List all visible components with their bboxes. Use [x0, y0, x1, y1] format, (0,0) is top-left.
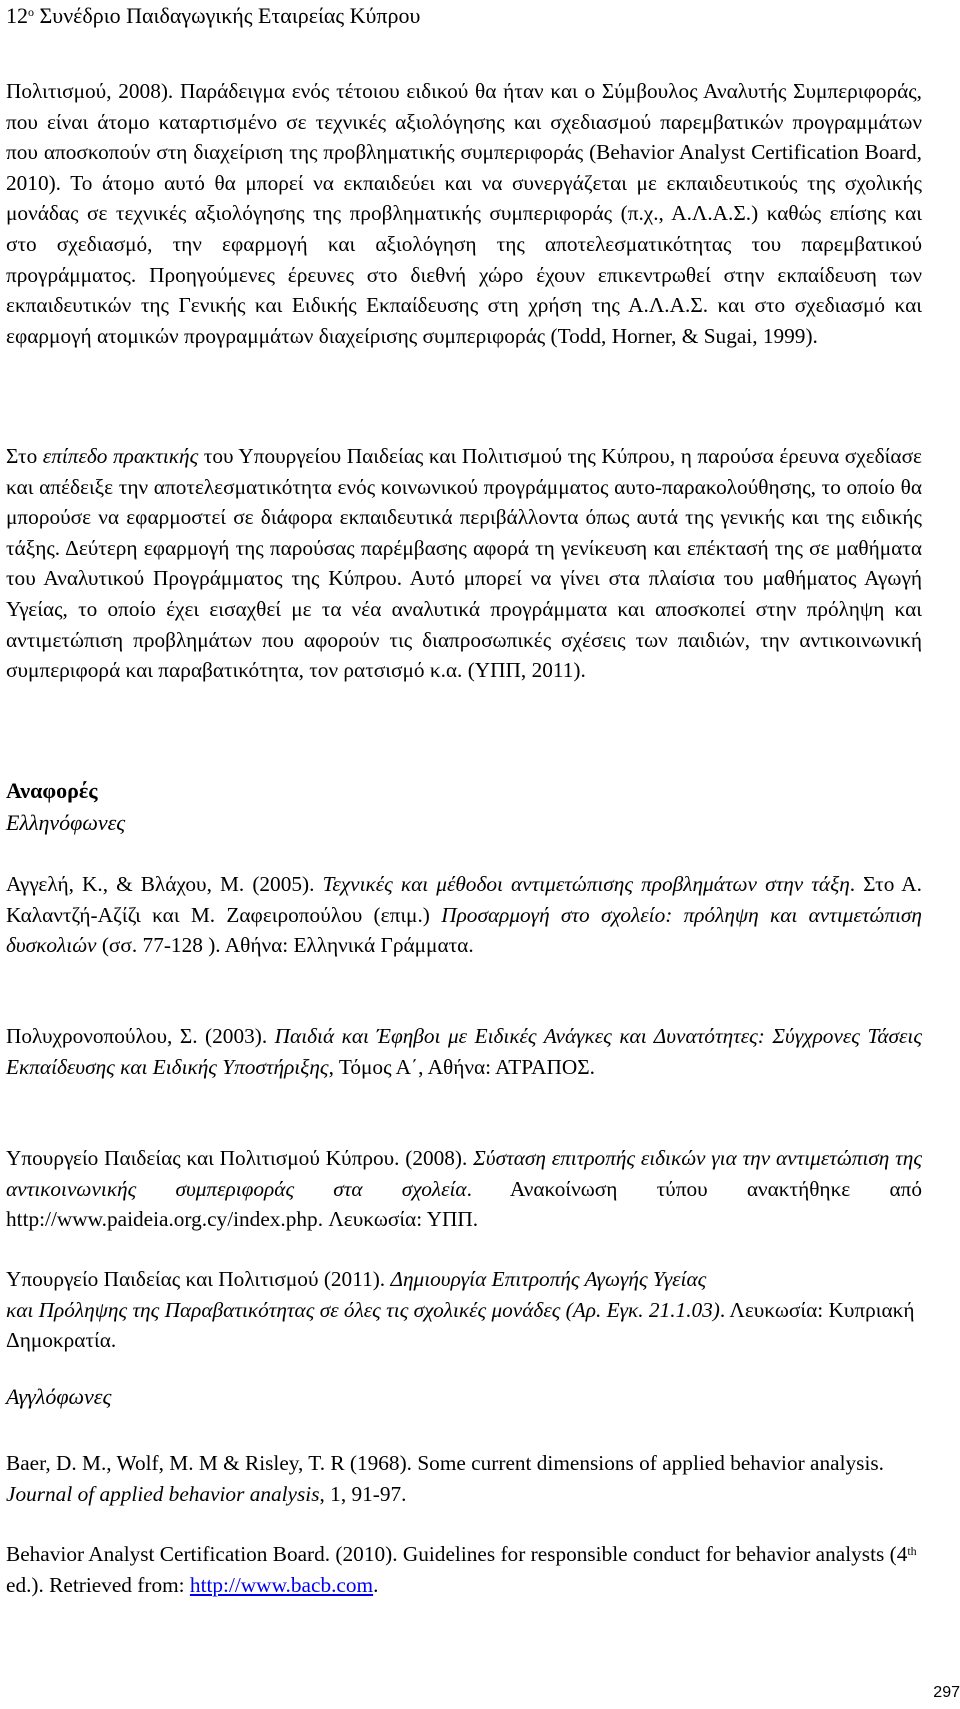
page-number: 297 [933, 1684, 960, 1701]
ref2-pub: , Τόμος Α΄, Αθήνα: ΑΤΡΑΠΟΣ. [328, 1054, 596, 1079]
reference-2 [6, 1021, 922, 1082]
ref4-title-line1: Δημιουργία Επιτροπής Αγωγής Υγείας [390, 1267, 707, 1291]
ref6-text: Behavior Analyst Certification Board. (2010). Guidelines for responsible conduct for behavior analysts (4 [6, 1542, 908, 1566]
ref3-authors: Υπουργείο Παιδείας και Πολιτισμού Κύπρου. (2008). [6, 1146, 474, 1170]
conference-number: 12 [6, 3, 28, 28]
body-paragraph-2 [6, 441, 922, 686]
ref4-authors: Υπουργείο Παιδείας και Πολιτισμού (2011). [6, 1267, 391, 1291]
ref5-journal: Journal of applied behavior analysis [6, 1481, 320, 1506]
body-paragraph-1: Πολιτισμού, 2008). Παράδειγμα ενός τέτοιου ειδικού θα ήταν και ο Σύμβουλος Αναλυτής Συμπεριφοράς, που είναι άτομο καταρτισμένο σε τεχνικές αξιολόγησης και σχεδιασμού παρεμβατικών προγραμμάτων που αποσκοπούν στη διαχείριση της προβληματικής συμπεριφοράς (Behavior Analyst Certification Board, 2010). Το άτομο αυτό θα μπορεί να εκπαιδεύει και να συνεργάζεται με εκπαιδευτικούς της σχολικής μονάδας σε τεχνικές αξιολόγησης της προβληματικής συμπεριφοράς (π.χ., Α.Λ.Α.Σ.) καθώς επίσης και στο σχεδιασμό, την εφαρμογή και αξιολόγηση της αποτελεσματικότητας του παρεμβατικού προγράμματος. Προηγούμενες έρευνες στο διεθνή χώρο έχουν επικεντρωθεί στην εκπαίδευση των εκπαιδευτικών της Γενικής και Ειδικής Εκπαίδευσης στη χρήση της Α.Λ.Α.Σ. και στο σχεδιασμό και εφαρμογή ατομικών προγραμμάτων διαχείρισης συμπεριφοράς (Todd, Horner, & Sugai, 1999). [6, 79, 922, 348]
ref5-authors: Baer, D. M., Wolf, M. M & Risley, T. R (1968). Some current dimensions of applied behavior analysis. [6, 1451, 884, 1475]
p2-post: του Υπουργείου Παιδείας και Πολιτισμού της Κύπρου, η παρούσα έρευνα σχεδίασε και απέδειξε την αποτελεσματικότητα ενός κοινωνικού προγράμματος αυτο-παρακολούθησης, το οποίο θα μπορούσε να εφαρμοστεί σε διάφορα εκπαιδευτικά περιβάλλοντα όπως αυτά της γενικής και της ειδικής τάξης. Δεύτερη εφαρμογή της παρούσας παρέμβασης αφορά τη γενίκευση και επέκτασή της σε μαθήματα του Αναλυτικού Προγράμματος της Κύπρου. Αυτό μπορεί να γίνει στα πλαίσια του μαθήματος Αγωγή Υγείας, το οποίο έχει εισαχθεί με τα νέα αναλυτικά προγράμματα και αποσκοπεί στην πρόληψη και αντιμετώπιση προβλημάτων που αφορούν τις διαπροσωπικές σχέσεις των παιδιών, την αντικοινωνική συμπεριφορά και παραβατικότητα, τον ρατσισμό κ.α. (ΥΠΠ, 2011). [6, 444, 922, 683]
reference-5 [6, 1448, 922, 1509]
ref1-book: Προσαρμογή στο σχολείο: πρόληψη και αντιμετώπιση δυσκολιών [6, 902, 922, 958]
ref4-pub: . Λευκωσία: Κυπριακή Δημοκρατία. [6, 1297, 915, 1353]
p2-pre: Στο [6, 444, 43, 468]
reference-6 [6, 1539, 922, 1600]
p2-italic-phrase: επίπεδο πρακτικής [42, 444, 199, 468]
english-references-label: Αγγλόφωνες [6, 1384, 112, 1409]
ref5-pages: , 1, 91-97. [319, 1481, 407, 1506]
bacb-link[interactable]: http://www.bacb.com [189, 1572, 374, 1597]
ref6-superscript: th [907, 1544, 917, 1558]
ref1-in: . Στο Α. Καλαντζή-Αζίζι και Μ. Ζαφειροπούλου (επιμ.) [6, 872, 922, 927]
reference-1 [6, 869, 922, 961]
ref1-pub: (σσ. 77-128 ). Αθήνα: Ελληνικά Γράμματα. [96, 933, 474, 958]
reference-4 [6, 1264, 922, 1356]
running-header [6, 2, 420, 30]
ref1-authors: Αγγελή, Κ., & Βλάχου, Μ. (2005). [6, 872, 323, 896]
ref2-authors: Πολυχρονοπούλου, Σ. (2003). [6, 1024, 275, 1048]
greek-references-label: Ελληνόφωνες [6, 810, 126, 835]
conference-title: Συνέδριο Παιδαγωγικής Εταιρείας Κύπρου [34, 3, 421, 28]
ref4-title-line2: και Πρόληψης της Παραβατικότητας σε όλες τις σχολικές μονάδες (Αρ. Εγκ. 21.1.03) [6, 1297, 720, 1322]
ref3-pub: . Ανακοίνωση τύπου ανακτήθηκε από http://www.paideia.org.cy/index.php. Λευκωσία: ΥΠΠ. [6, 1176, 923, 1232]
references-heading: Αναφορές [6, 778, 98, 803]
ref6-retrieved: ed.). Retrieved from: [6, 1572, 190, 1597]
ref2-title: Παιδιά και Έφηβοι με Ειδικές Ανάγκες και Δυνατότητες: Σύγχρονες Τάσεις Εκπαίδευσης και Ειδικής Υποστήριξης [6, 1024, 922, 1079]
reference-3 [6, 1143, 922, 1235]
ordinal-superscript: ο [28, 5, 34, 19]
ref6-period: . [373, 1572, 379, 1597]
ref1-title: Τεχνικές και μέθοδοι αντιμετώπισης προβλημάτων στην τάξη [322, 872, 850, 896]
ref3-title: Σύσταση επιτροπής ειδικών για την αντιμετώπιση της αντικοινωνικής συμπεριφοράς στα σχολεία [6, 1146, 922, 1201]
